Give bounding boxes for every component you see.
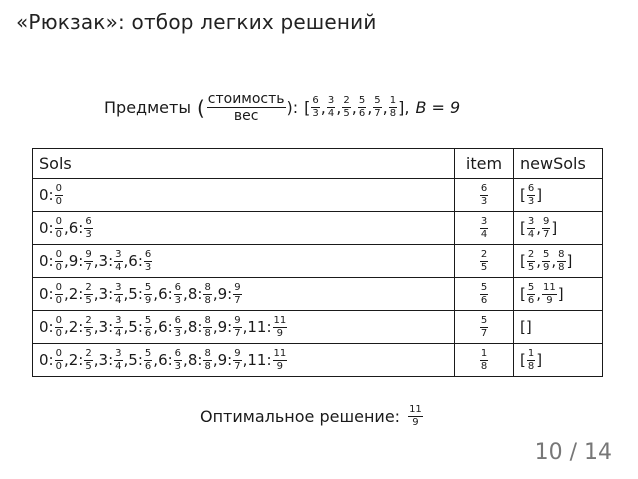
ratio-fraction [207, 92, 286, 123]
fraction [527, 349, 535, 372]
fraction-denominator: 7 [85, 261, 92, 273]
newsols-list [520, 217, 557, 240]
separator: , [382, 98, 388, 117]
fraction [542, 217, 550, 240]
fraction-numerator: 6 [174, 314, 182, 326]
sol-key: 8: [187, 285, 203, 303]
fraction-numerator: 8 [204, 314, 211, 326]
sol-key: 9: [68, 252, 84, 270]
open-bracket: [ [520, 351, 526, 369]
close-bracket: ] [566, 252, 573, 270]
separator: , [351, 98, 357, 117]
fraction-denominator: 3 [480, 195, 488, 207]
separator: , [153, 285, 159, 303]
fraction [480, 250, 488, 273]
table-row [33, 311, 603, 344]
fraction [527, 250, 535, 273]
fraction [84, 349, 92, 372]
fraction-denominator: 3 [312, 108, 319, 119]
solutions-table [32, 148, 603, 377]
fraction [203, 349, 211, 372]
fraction-denominator: 5 [85, 360, 92, 372]
fraction [480, 316, 488, 339]
sols-cell [33, 278, 455, 311]
sol-key: 9: [217, 351, 233, 369]
fraction-denominator: 4 [327, 108, 335, 119]
close-bracket: ] [536, 351, 543, 369]
fraction [527, 283, 535, 306]
fraction-numerator: 6 [312, 95, 319, 106]
table-body [33, 179, 603, 377]
fraction-numerator: 6 [527, 182, 535, 194]
newsols-cell [514, 278, 603, 311]
fraction-numerator: 6 [480, 182, 488, 194]
open-bracket: [ [520, 252, 526, 270]
fraction-denominator: 9 [543, 261, 550, 273]
newsols-cell [514, 245, 603, 278]
sol-key: 3: [98, 252, 114, 270]
close-bracket: ] [551, 219, 558, 237]
separator: , [536, 252, 542, 270]
sol-key: 5: [128, 318, 143, 336]
fraction-numerator: 2 [527, 248, 535, 260]
separator: , [63, 318, 69, 336]
sol-key: 3: [98, 318, 114, 336]
close-bracket: ] [557, 285, 564, 303]
sols-list [39, 316, 288, 339]
sol-key: 6: [68, 219, 84, 237]
header-newsols: newSols [514, 149, 603, 179]
fraction-numerator: 0 [55, 215, 62, 227]
close-bracket: ] [398, 98, 405, 117]
separator: , [63, 285, 69, 303]
fraction-numerator: 3 [115, 248, 122, 260]
table-header-row [33, 149, 603, 179]
fraction [84, 283, 92, 306]
newsols-list [520, 283, 564, 306]
item-cell [455, 278, 514, 311]
ratio-denominator: вес [233, 108, 259, 124]
newsols-list [520, 349, 542, 372]
separator: , [123, 351, 129, 369]
fraction-numerator: 9 [543, 215, 550, 227]
fraction [144, 250, 152, 273]
fraction-denominator: 6 [527, 294, 535, 306]
optimal-numerator: 11 [409, 404, 422, 415]
fraction-numerator: 3 [480, 215, 488, 227]
optimal-denominator: 9 [412, 417, 419, 428]
separator: , [242, 351, 248, 369]
comma: , [404, 98, 410, 117]
fraction-numerator: 2 [343, 95, 350, 106]
fraction-numerator: 5 [543, 248, 550, 260]
separator: , [212, 351, 218, 369]
sol-key: 8: [187, 318, 203, 336]
fraction-denominator: 9 [546, 294, 553, 306]
fraction-numerator: 3 [327, 95, 335, 106]
sol-key: 5: [128, 351, 143, 369]
sols-cell [33, 344, 455, 377]
separator: , [153, 351, 159, 369]
fraction-numerator: 9 [234, 281, 241, 293]
fraction-denominator: 7 [234, 360, 241, 372]
fraction [174, 283, 182, 306]
open-bracket: [ [520, 285, 526, 303]
header-item: item [455, 149, 514, 179]
sols-list [39, 184, 64, 207]
fraction [174, 349, 182, 372]
fraction [480, 184, 488, 207]
sol-key: 0: [39, 318, 54, 336]
separator: , [367, 98, 373, 117]
fraction-numerator: 5 [480, 314, 488, 326]
sol-key: 2: [68, 318, 84, 336]
item-cell [455, 245, 514, 278]
fraction-numerator: 5 [144, 314, 152, 326]
fraction-denominator: 8 [527, 360, 535, 372]
header-sols: Sols [33, 149, 455, 179]
separator: , [320, 98, 326, 117]
fraction [114, 250, 122, 273]
separator: , [183, 351, 188, 369]
fraction-numerator: 0 [55, 248, 62, 260]
fraction [55, 184, 63, 207]
fraction-denominator: 4 [115, 294, 122, 306]
close-bracket: ] [536, 186, 543, 204]
fraction-numerator: 1 [389, 95, 397, 106]
separator: , [336, 98, 342, 117]
fraction [144, 349, 152, 372]
sol-key: 0: [39, 351, 54, 369]
fraction [84, 217, 92, 240]
fraction-numerator: 8 [204, 347, 211, 359]
fraction-denominator: 0 [55, 261, 62, 273]
separator: , [183, 318, 188, 336]
fraction [480, 283, 488, 306]
fraction [327, 96, 335, 119]
fraction-denominator: 5 [343, 108, 350, 119]
separator: , [536, 219, 542, 237]
fraction-numerator: 5 [480, 281, 488, 293]
sol-key: 9: [217, 285, 233, 303]
fraction [55, 349, 63, 372]
slide-title: «Рюкзак»: отбор легких решений [16, 10, 377, 34]
fraction [273, 349, 288, 372]
fraction-denominator: 8 [558, 261, 565, 273]
fraction-denominator: 0 [55, 228, 62, 240]
table-row [33, 344, 603, 377]
sols-list [39, 250, 153, 273]
fraction [114, 283, 122, 306]
separator: , [63, 219, 69, 237]
fraction-numerator: 0 [55, 182, 62, 194]
fraction-denominator: 3 [85, 228, 92, 240]
fraction-numerator: 2 [85, 347, 92, 359]
page-number: 10 / 14 [534, 440, 612, 465]
fraction [114, 316, 122, 339]
fraction-denominator: 6 [144, 360, 152, 372]
fraction-numerator: 5 [144, 281, 152, 293]
separator: , [153, 318, 159, 336]
separator: , [536, 285, 542, 303]
fraction-numerator: 5 [358, 95, 366, 106]
item-cell [455, 212, 514, 245]
fraction-denominator: 9 [144, 294, 152, 306]
fraction-denominator: 8 [480, 360, 488, 372]
sol-key: 3: [98, 285, 114, 303]
separator: , [63, 351, 69, 369]
items-bracket-list [304, 96, 409, 119]
items-prefix: Предметы [104, 98, 191, 117]
newsols-list [520, 184, 542, 207]
fraction-denominator: 6 [144, 327, 152, 339]
fraction [273, 316, 288, 339]
sol-key: 5: [128, 285, 143, 303]
fraction-numerator: 6 [85, 215, 92, 227]
fraction [144, 283, 152, 306]
fraction-denominator: 4 [115, 261, 122, 273]
sol-key: 6: [158, 318, 173, 336]
items-line [104, 92, 460, 123]
sol-key: 0: [39, 285, 54, 303]
fraction-denominator: 7 [543, 228, 550, 240]
newsols-cell [514, 344, 603, 377]
fraction [373, 96, 381, 119]
fraction-denominator: 7 [374, 108, 381, 119]
sols-cell [33, 212, 455, 245]
fraction [55, 217, 63, 240]
fraction [55, 283, 63, 306]
separator: , [212, 318, 218, 336]
table-row [33, 245, 603, 278]
fraction-numerator: 3 [115, 281, 122, 293]
fraction-denominator: 9 [276, 360, 284, 372]
sol-key: 0: [39, 252, 54, 270]
fraction-numerator: 11 [273, 314, 287, 326]
newsols-cell [514, 212, 603, 245]
fraction-numerator: 6 [174, 281, 182, 293]
optimal-solution [200, 405, 424, 428]
empty-list: [] [520, 318, 532, 336]
sol-key: 2: [68, 351, 84, 369]
fraction-denominator: 7 [480, 327, 488, 339]
sol-key: 6: [158, 351, 173, 369]
fraction-numerator: 0 [55, 314, 62, 326]
fraction-numerator: 9 [234, 314, 241, 326]
sol-key: 2: [68, 285, 84, 303]
fraction-numerator: 0 [55, 347, 62, 359]
capacity: B = 9 [415, 98, 461, 117]
fraction-denominator: 3 [144, 261, 152, 273]
item-cell [455, 344, 514, 377]
fraction-numerator: 2 [480, 248, 488, 260]
table-row [33, 179, 603, 212]
item-cell [455, 179, 514, 212]
fraction-denominator: 5 [527, 261, 535, 273]
fraction [542, 283, 557, 306]
separator: , [63, 252, 69, 270]
fraction-denominator: 5 [480, 261, 488, 273]
fraction-denominator: 4 [480, 228, 488, 240]
fraction [55, 316, 63, 339]
fraction [342, 96, 350, 119]
fraction-numerator: 3 [115, 314, 122, 326]
separator: , [93, 252, 99, 270]
sol-key: 8: [187, 351, 203, 369]
separator: , [123, 252, 129, 270]
fraction-denominator: 4 [115, 360, 122, 372]
fraction-denominator: 8 [389, 108, 397, 119]
fraction-numerator: 1 [527, 347, 535, 359]
fraction [527, 184, 535, 207]
fraction [114, 349, 122, 372]
separator: , [123, 318, 129, 336]
table-row [33, 278, 603, 311]
fraction-numerator: 11 [273, 347, 287, 359]
sol-key: 6: [158, 285, 173, 303]
fraction [233, 283, 241, 306]
fraction [84, 250, 92, 273]
fraction [557, 250, 565, 273]
fraction-denominator: 5 [85, 294, 92, 306]
fraction-denominator: 8 [204, 360, 211, 372]
fraction-numerator: 6 [174, 347, 182, 359]
fraction-numerator: 5 [374, 95, 381, 106]
sol-key: 9: [217, 318, 233, 336]
fraction-denominator: 4 [115, 327, 122, 339]
fraction [233, 316, 241, 339]
fraction-numerator: 2 [85, 281, 92, 293]
fraction [55, 250, 63, 273]
fraction-numerator: 9 [234, 347, 241, 359]
separator: , [242, 318, 248, 336]
fraction [389, 96, 397, 119]
fraction-denominator: 4 [527, 228, 535, 240]
fraction-denominator: 0 [55, 360, 62, 372]
fraction-denominator: 6 [480, 294, 488, 306]
fraction-denominator: 0 [55, 294, 62, 306]
sol-key: 0: [39, 219, 54, 237]
sols-cell [33, 311, 455, 344]
newsols-cell [514, 311, 603, 344]
fraction-numerator: 9 [85, 248, 92, 260]
optimal-label: Оптимальное решение: [200, 407, 401, 426]
fraction [233, 349, 241, 372]
separator: , [93, 318, 99, 336]
sol-key: 11: [247, 351, 272, 369]
fraction [480, 349, 488, 372]
fraction-denominator: 7 [234, 327, 241, 339]
fraction-numerator: 8 [558, 248, 565, 260]
item-cell [455, 311, 514, 344]
fraction-denominator: 0 [55, 327, 62, 339]
fraction-denominator: 3 [174, 294, 182, 306]
separator: , [212, 285, 218, 303]
open-bracket: [ [520, 186, 526, 204]
fraction [174, 316, 182, 339]
open-paren: ( [196, 95, 205, 120]
fraction-denominator: 0 [55, 195, 62, 207]
fraction-numerator: 11 [543, 281, 556, 293]
sols-list [39, 349, 288, 372]
separator: , [551, 252, 557, 270]
fraction-denominator: 3 [527, 195, 535, 207]
fraction-denominator: 3 [174, 327, 182, 339]
fraction [527, 217, 535, 240]
fraction-numerator: 5 [527, 281, 535, 293]
fraction-denominator: 6 [358, 108, 366, 119]
item-list [304, 96, 409, 119]
fraction-numerator: 1 [480, 347, 488, 359]
fraction-denominator: 9 [276, 327, 284, 339]
fraction-denominator: 8 [204, 327, 211, 339]
fraction-numerator: 8 [204, 281, 211, 293]
fraction-numerator: 2 [85, 314, 92, 326]
fraction [358, 96, 366, 119]
sols-list [39, 217, 94, 240]
fraction [144, 316, 152, 339]
fraction-numerator: 3 [115, 347, 122, 359]
separator: , [183, 285, 188, 303]
fraction [203, 316, 211, 339]
open-bracket: [ [520, 219, 526, 237]
fraction-denominator: 8 [204, 294, 211, 306]
fraction-denominator: 3 [174, 360, 182, 372]
sol-key: 3: [98, 351, 114, 369]
sols-cell [33, 179, 455, 212]
fraction [203, 283, 211, 306]
fraction [542, 250, 550, 273]
fraction-denominator: 5 [85, 327, 92, 339]
fraction-numerator: 3 [527, 215, 535, 227]
newsols-list [520, 250, 572, 273]
sol-key: 0: [39, 186, 54, 204]
fraction [480, 217, 488, 240]
fraction-numerator: 5 [144, 347, 152, 359]
table-row [33, 212, 603, 245]
separator: , [123, 285, 129, 303]
separator: , [93, 285, 99, 303]
ratio-numerator: стоимость [207, 91, 285, 107]
sols-list [39, 283, 243, 306]
fraction-numerator: 6 [144, 248, 152, 260]
fraction [311, 96, 319, 119]
separator: , [93, 351, 99, 369]
fraction [84, 316, 92, 339]
sols-cell [33, 245, 455, 278]
sol-key: 6: [128, 252, 143, 270]
ratio-close: ): [286, 98, 299, 117]
fraction-numerator: 0 [55, 281, 62, 293]
open-bracket: [ [304, 98, 311, 117]
fraction-denominator: 7 [234, 294, 241, 306]
newsols-cell [514, 179, 603, 212]
optimal-value [408, 405, 423, 428]
sol-key: 11: [247, 318, 272, 336]
